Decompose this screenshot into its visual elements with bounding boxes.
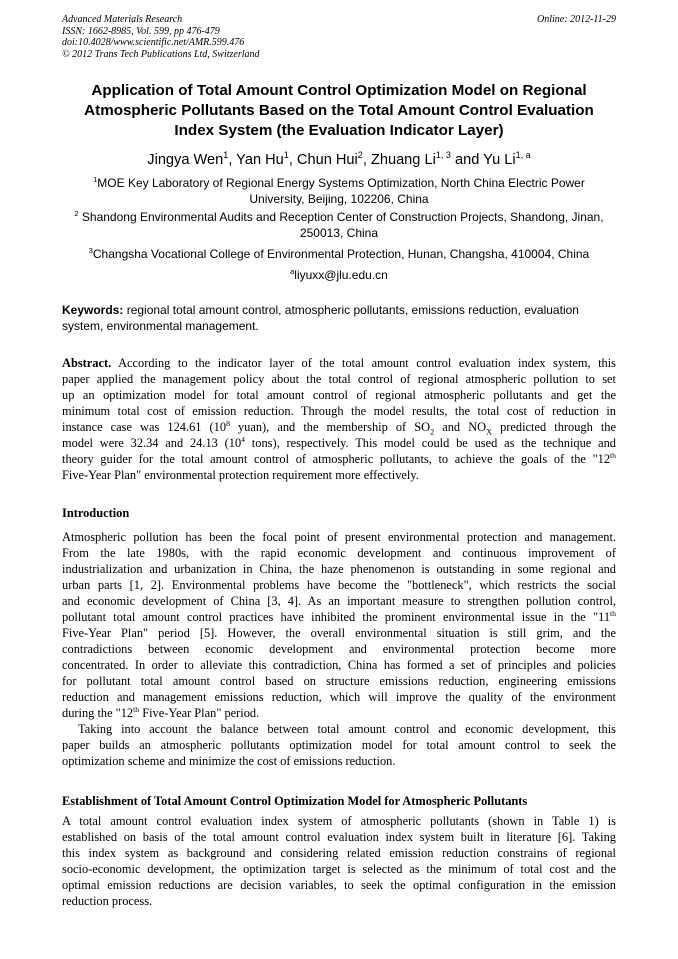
body-line: paper builds an atmospheric pollutants optimization model for total amount control to seek the xyxy=(62,738,616,752)
subscript: X xyxy=(486,427,493,437)
text-run: yuan), and the membership of SO xyxy=(229,420,431,434)
title-line-1: Application of Total Amount Control Optimization Model on Regional xyxy=(91,82,587,99)
paper-title xyxy=(62,81,616,141)
abstract-line xyxy=(62,435,616,451)
affiliation-3 xyxy=(62,247,616,263)
author-affil-mark: 2 xyxy=(357,150,363,161)
text-run: during the "12 xyxy=(62,706,134,720)
author-conjunction: and xyxy=(455,152,480,168)
text-run: predicted through the xyxy=(492,420,617,434)
body-line: optimization scheme and minimize the cost of emissions reduction. xyxy=(62,754,396,768)
affiliation-1 xyxy=(62,176,616,207)
affil-text: Changsha Vocational College of Environmental Protection, Hunan, Changsha, 410004, China xyxy=(92,247,590,261)
body-line: and economic development of China [3, 4]. As an important measure to strengthen pollution control, xyxy=(62,594,616,608)
superscript: 8 xyxy=(226,418,230,428)
superscript: th xyxy=(133,704,140,714)
superscript: th xyxy=(610,450,616,460)
author-name: Zhuang Li xyxy=(370,152,436,168)
body-line xyxy=(62,705,616,721)
affil-mark: 3 xyxy=(88,246,93,255)
text-run: and NO xyxy=(434,420,487,434)
author-affil-mark: 1, 3 xyxy=(435,150,451,161)
journal-header xyxy=(62,14,616,60)
body-line: established on basis of the total amount control evaluation index system built in literature [6]. Taking xyxy=(62,830,616,844)
title-line-2: Atmospheric Pollutants Based on the Total Amount Control Evaluation xyxy=(84,102,594,119)
keywords-label: Keywords: xyxy=(62,303,124,317)
author-name: Yu Li xyxy=(483,152,516,168)
body-line: A total amount control evaluation index system of atmospheric pollutants (shown in Table 1) is xyxy=(62,814,616,828)
abstract-line xyxy=(62,451,616,467)
email-mark: a xyxy=(290,267,295,276)
text-run: pollutant total amount control practices have inhibited the prominent environmental issue in the "11 xyxy=(62,610,611,624)
text-run: instance case was 124.61 (10 xyxy=(62,420,227,434)
body-line: reduction process. xyxy=(62,894,153,908)
subscript: 2 xyxy=(430,427,435,437)
abstract-line: up an optimization model for total amount control of regional atmospheric pollutants and get the xyxy=(62,388,616,402)
keywords xyxy=(62,302,616,334)
abstract-line: minimum total cost of emission reduction. Through the model results, the total cost of reduction in xyxy=(62,404,616,418)
abstract-line: paper applied the management policy about the total control of regional atmospheric pollution to set xyxy=(62,372,616,386)
body-line: Taking into account the balance between total amount control and economic development, this xyxy=(78,722,616,736)
text-run: tons), respectively. This model could be used as the technique and xyxy=(245,436,616,450)
affil-text: MOE Key Laboratory of Regional Energy Systems Optimization, North China Electric Power xyxy=(97,176,585,190)
journal-name: Advanced Materials Research xyxy=(62,14,183,25)
superscript: 4 xyxy=(241,434,246,444)
doi-line: doi:10.4028/www.scientific.net/AMR.599.476 xyxy=(62,37,245,48)
body-line: contradictions between economic development and environmental protection become more xyxy=(62,642,616,656)
body-line: urban parts [1, 2]. Environmental problems have become the "bottleneck", which restricts the social xyxy=(62,578,616,592)
author-affil-mark: 1 xyxy=(283,150,289,161)
author-name: Yan Hu xyxy=(236,152,284,168)
body-line xyxy=(62,609,616,625)
author-affil-mark: 1 xyxy=(223,150,229,161)
body-line: Five-Year Plan" period [5]. However, the overall environmental situation is still grim, and the xyxy=(62,626,616,640)
keywords-text: system, environmental management. xyxy=(62,319,259,333)
author-affil-mark: 1, a xyxy=(515,150,531,161)
corresponding-email xyxy=(62,268,616,284)
body-line: reduction and management emissions reduction, which will improve the quality of the environment xyxy=(62,690,616,704)
superscript: th xyxy=(610,608,616,618)
author-name: Chun Hui xyxy=(296,152,358,168)
section2-body xyxy=(62,813,616,909)
body-line: Atmospheric pollution has been the focal point of present environmental protection and management. xyxy=(62,530,616,544)
text-run: Five-Year Plan" period. xyxy=(139,706,260,720)
body-line: optimal emission reductions are decision variables, to seek the optimal configuration in the emission xyxy=(62,878,616,892)
author-name: Jingya Wen xyxy=(147,152,224,168)
body-line: industrialization and urbanization in China, the haze phenomenon is outstanding in some regional and xyxy=(62,562,616,576)
body-line: for pollutant total amount control based on structure emissions reduction, engineering emissions xyxy=(62,674,616,688)
body-line: concentrated. In order to alleviate this contradiction, China has formed a set of principles and policies xyxy=(62,658,616,672)
title-line-3: Index System (the Evaluation Indicator Layer) xyxy=(174,122,504,139)
affil-text: University, Beijing, 102206, China xyxy=(249,191,429,206)
body-line: From the late 1980s, with the rapid economic development and continuous improvement of xyxy=(62,546,616,560)
email-address[interactable]: liyuxx@jlu.edu.cn xyxy=(294,268,388,282)
abstract-line: Five-Year Plan" environmental protection requirement more effectively. xyxy=(62,468,419,482)
author-list: Jingya Wen$^1$, Yan Hu$^1$, Chun Hui$^2$, Zhuang Li$^{1, 3}$ and Yu Li$^{1, a}$ xyxy=(147,150,531,168)
body-line: this index system as background and considering related emission reduction constrains of regional xyxy=(62,846,616,860)
affil-text: 250013, China xyxy=(299,225,379,240)
affil-mark: 2 xyxy=(74,209,79,218)
online-date: Online: 2012-11-29 xyxy=(537,14,616,25)
body-line: socio-economic development, the optimization target is selected as the minimum of total cost and the xyxy=(62,862,616,876)
introduction-body xyxy=(62,529,616,769)
copyright-line: © 2012 Trans Tech Publications Ltd, Switzerland xyxy=(62,48,260,60)
affiliation-2 xyxy=(62,210,616,241)
section-heading-introduction: Introduction xyxy=(62,506,130,520)
text-run: theory guider for the total amount control of atmospheric pollutants, to achieve the goals of the "12 xyxy=(62,452,611,466)
affil-text: Shandong Environmental Audits and Reception Center of Construction Projects, Shandong, Jinan, xyxy=(81,210,604,224)
keywords-text: regional total amount control, atmospheric pollutants, emissions reduction, evaluation xyxy=(126,303,579,317)
abstract-line xyxy=(62,419,616,435)
abstract-text: According to the indicator layer of the total amount control evaluation index system, this xyxy=(118,356,616,370)
text-run: model were 32.34 and 24.13 (10 xyxy=(62,436,242,450)
section-heading-establishment: Establishment of Total Amount Control Optimization Model for Atmospheric Pollutants xyxy=(62,794,528,808)
abstract xyxy=(62,355,616,483)
affil-mark: 1 xyxy=(93,175,98,184)
abstract-label: Abstract. xyxy=(62,356,112,370)
issn-line: ISSN: 1662-8985, Vol. 599, pp 476-479 xyxy=(62,25,220,37)
